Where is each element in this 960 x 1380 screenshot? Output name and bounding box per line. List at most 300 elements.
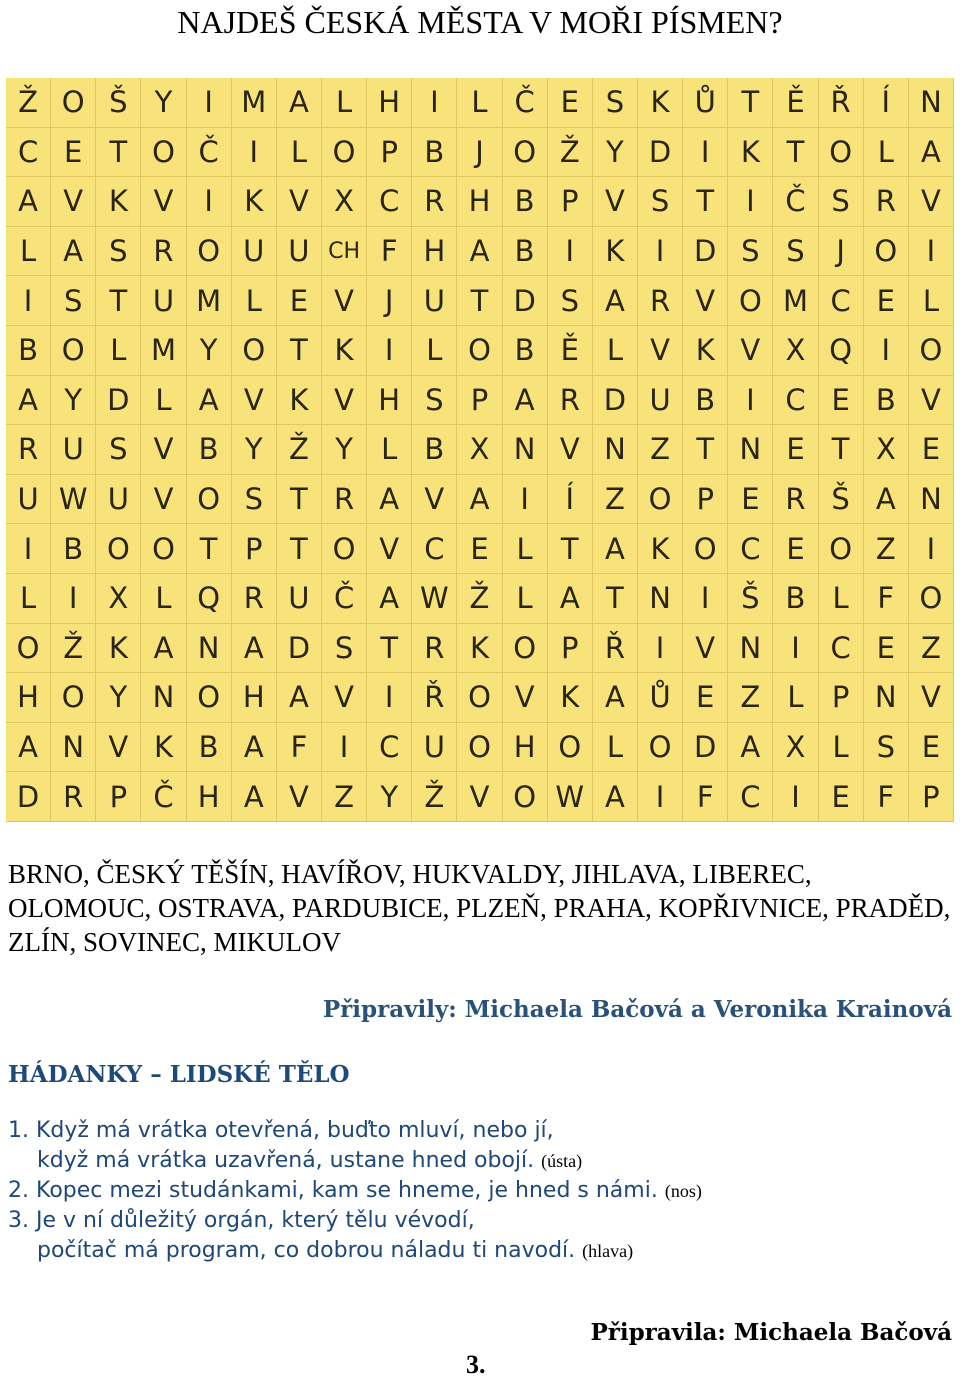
grid-cell: F bbox=[683, 772, 728, 822]
grid-cell: C bbox=[819, 276, 864, 326]
grid-cell: R bbox=[141, 227, 186, 277]
grid-cell: I bbox=[728, 177, 773, 227]
grid-cell: C bbox=[6, 128, 51, 178]
grid-cell: Z bbox=[728, 673, 773, 723]
grid-cell: K bbox=[96, 624, 141, 674]
grid-cell: U bbox=[141, 276, 186, 326]
grid-cell: Š bbox=[819, 475, 864, 525]
grid-cell: T bbox=[728, 78, 773, 128]
grid-cell: T bbox=[277, 524, 322, 574]
grid-cell: I bbox=[909, 524, 954, 574]
grid-cell: L bbox=[773, 673, 818, 723]
grid-cell: F bbox=[367, 227, 412, 277]
grid-cell: Y bbox=[367, 772, 412, 822]
grid-cell: L bbox=[412, 326, 457, 376]
grid-cell: Ž bbox=[548, 128, 593, 178]
grid-cell: X bbox=[322, 177, 367, 227]
grid-cell: U bbox=[96, 475, 141, 525]
riddle-answer: (hlava) bbox=[582, 1241, 634, 1261]
grid-cell: S bbox=[548, 276, 593, 326]
grid-cell: R bbox=[548, 376, 593, 426]
grid-cell: V bbox=[232, 376, 277, 426]
page-number: 3. bbox=[466, 1350, 486, 1379]
grid-cell: A bbox=[277, 78, 322, 128]
grid-cell: F bbox=[277, 723, 322, 773]
grid-cell: E bbox=[864, 276, 909, 326]
grid-cell: O bbox=[638, 475, 683, 525]
grid-cell: Č bbox=[322, 574, 367, 624]
riddle-text: počítač má program, co dobrou náladu ti navodí. bbox=[37, 1238, 576, 1263]
riddle-line bbox=[8, 1176, 953, 1206]
grid-cell: V bbox=[909, 177, 954, 227]
grid-cell: V bbox=[322, 673, 367, 723]
grid-cell: Š bbox=[96, 78, 141, 128]
grid-cell: Ě bbox=[773, 78, 818, 128]
grid-cell: T bbox=[277, 475, 322, 525]
grid-cell: I bbox=[187, 177, 232, 227]
grid-cell: O bbox=[96, 524, 141, 574]
grid-cell: E bbox=[683, 673, 728, 723]
grid-cell: I bbox=[232, 128, 277, 178]
grid-cell: I bbox=[773, 624, 818, 674]
grid-cell: O bbox=[548, 723, 593, 773]
grid-cell: I bbox=[322, 723, 367, 773]
grid-cell: V bbox=[548, 425, 593, 475]
grid-cell: Í bbox=[548, 475, 593, 525]
grid-cell: V bbox=[593, 177, 638, 227]
grid-cell: K bbox=[728, 128, 773, 178]
grid-cell: Y bbox=[141, 78, 186, 128]
grid-cell: O bbox=[503, 772, 548, 822]
grid-cell: Í bbox=[864, 78, 909, 128]
grid-cell: U bbox=[277, 227, 322, 277]
grid-cell: T bbox=[457, 276, 502, 326]
grid-cell: B bbox=[683, 376, 728, 426]
grid-cell: O bbox=[909, 326, 954, 376]
grid-cell: L bbox=[909, 276, 954, 326]
grid-cell: B bbox=[187, 425, 232, 475]
grid-cell: M bbox=[232, 78, 277, 128]
grid-cell: I bbox=[51, 574, 96, 624]
grid-cell: Č bbox=[187, 128, 232, 178]
grid-cell: T bbox=[819, 425, 864, 475]
grid-cell: A bbox=[367, 475, 412, 525]
grid-cell: E bbox=[728, 475, 773, 525]
grid-cell: H bbox=[367, 78, 412, 128]
grid-cell: X bbox=[773, 326, 818, 376]
grid-cell: L bbox=[141, 376, 186, 426]
grid-cell: H bbox=[6, 673, 51, 723]
grid-cell: I bbox=[683, 128, 728, 178]
grid-cell: R bbox=[773, 475, 818, 525]
grid-cell: O bbox=[503, 128, 548, 178]
grid-cell: P bbox=[96, 772, 141, 822]
riddle-item bbox=[8, 1206, 953, 1266]
grid-cell: N bbox=[864, 673, 909, 723]
grid-cell: Ř bbox=[819, 78, 864, 128]
grid-cell: I bbox=[367, 326, 412, 376]
grid-cell: T bbox=[187, 524, 232, 574]
grid-cell: Ř bbox=[593, 624, 638, 674]
riddle-line bbox=[8, 1206, 953, 1236]
grid-cell: K bbox=[96, 177, 141, 227]
riddles-heading: HÁDANKY – LIDSKÉ TĚLO bbox=[8, 1061, 350, 1088]
grid-cell: A bbox=[457, 475, 502, 525]
grid-cell: B bbox=[503, 326, 548, 376]
grid-cell: V bbox=[141, 177, 186, 227]
grid-cell: A bbox=[909, 128, 954, 178]
grid-cell: S bbox=[51, 276, 96, 326]
grid-cell: I bbox=[864, 326, 909, 376]
grid-cell: A bbox=[593, 276, 638, 326]
grid-cell: N bbox=[728, 624, 773, 674]
grid-cell: C bbox=[728, 772, 773, 822]
grid-cell: B bbox=[6, 326, 51, 376]
grid-cell: C bbox=[819, 624, 864, 674]
page-title: NAJDEŠ ČESKÁ MĚSTA V MOŘI PÍSMEN? bbox=[177, 4, 783, 40]
grid-cell: P bbox=[232, 524, 277, 574]
grid-cell: A bbox=[232, 624, 277, 674]
grid-cell: B bbox=[864, 376, 909, 426]
grid-cell: V bbox=[683, 624, 728, 674]
grid-cell: Q bbox=[187, 574, 232, 624]
grid-cell: K bbox=[141, 723, 186, 773]
grid-cell: R bbox=[864, 177, 909, 227]
grid-cell: O bbox=[141, 524, 186, 574]
grid-cell: O bbox=[864, 227, 909, 277]
grid-cell: V bbox=[322, 276, 367, 326]
grid-cell: O bbox=[187, 673, 232, 723]
grid-cell: N bbox=[728, 425, 773, 475]
grid-cell: U bbox=[412, 723, 457, 773]
riddles-list bbox=[8, 1116, 953, 1266]
grid-cell: U bbox=[6, 475, 51, 525]
grid-cell: Č bbox=[773, 177, 818, 227]
grid-cell: S bbox=[593, 78, 638, 128]
grid-cell: V bbox=[51, 177, 96, 227]
grid-cell: N bbox=[141, 673, 186, 723]
grid-cell: I bbox=[503, 475, 548, 525]
grid-cell: U bbox=[232, 227, 277, 277]
grid-cell: J bbox=[457, 128, 502, 178]
grid-cell: B bbox=[773, 574, 818, 624]
grid-cell: U bbox=[638, 376, 683, 426]
grid-cell: I bbox=[548, 227, 593, 277]
grid-cell: Y bbox=[51, 376, 96, 426]
grid-cell: V bbox=[412, 475, 457, 525]
grid-cell: D bbox=[96, 376, 141, 426]
grid-cell: R bbox=[6, 425, 51, 475]
grid-cell: Ž bbox=[51, 624, 96, 674]
prepared-by-credit-2: Připravila: Michaela Bačová bbox=[590, 1319, 952, 1346]
riddle-answer: (nos) bbox=[664, 1181, 702, 1201]
grid-cell: D bbox=[683, 227, 728, 277]
grid-cell: I bbox=[6, 276, 51, 326]
grid-cell: B bbox=[187, 723, 232, 773]
grid-cell: Z bbox=[593, 475, 638, 525]
grid-cell: C bbox=[367, 177, 412, 227]
riddle-line bbox=[8, 1146, 953, 1176]
grid-cell: A bbox=[503, 376, 548, 426]
grid-cell: T bbox=[683, 177, 728, 227]
grid-cell: A bbox=[367, 574, 412, 624]
grid-cell: O bbox=[51, 326, 96, 376]
grid-cell: S bbox=[412, 376, 457, 426]
grid-cell: B bbox=[51, 524, 96, 574]
grid-cell: T bbox=[367, 624, 412, 674]
grid-cell: Z bbox=[864, 524, 909, 574]
grid-cell: I bbox=[412, 78, 457, 128]
grid-cell: N bbox=[909, 475, 954, 525]
grid-cell: I bbox=[6, 524, 51, 574]
grid-cell: O bbox=[457, 673, 502, 723]
grid-cell: O bbox=[51, 673, 96, 723]
grid-cell: B bbox=[503, 227, 548, 277]
grid-cell: Y bbox=[96, 673, 141, 723]
grid-cell: I bbox=[638, 227, 683, 277]
grid-cell: A bbox=[593, 772, 638, 822]
grid-cell: E bbox=[548, 78, 593, 128]
grid-cell: L bbox=[6, 574, 51, 624]
grid-cell: H bbox=[503, 723, 548, 773]
grid-cell: Ž bbox=[6, 78, 51, 128]
grid-cell: V bbox=[503, 673, 548, 723]
grid-cell: D bbox=[683, 723, 728, 773]
grid-cell: I bbox=[909, 227, 954, 277]
grid-cell: O bbox=[728, 276, 773, 326]
grid-cell: M bbox=[187, 276, 232, 326]
grid-cell: R bbox=[51, 772, 96, 822]
grid-cell: O bbox=[322, 128, 367, 178]
grid-cell: P bbox=[548, 624, 593, 674]
grid-cell: N bbox=[51, 723, 96, 773]
grid-cell: T bbox=[593, 574, 638, 624]
grid-cell: L bbox=[503, 524, 548, 574]
grid-cell: L bbox=[819, 574, 864, 624]
grid-cell: O bbox=[187, 227, 232, 277]
grid-cell: L bbox=[96, 326, 141, 376]
grid-cell: E bbox=[909, 723, 954, 773]
grid-cell: V bbox=[277, 177, 322, 227]
grid-cell: K bbox=[548, 673, 593, 723]
grid-cell: D bbox=[277, 624, 322, 674]
grid-cell: E bbox=[909, 425, 954, 475]
grid-cell: E bbox=[457, 524, 502, 574]
grid-cell: L bbox=[864, 128, 909, 178]
grid-cell: S bbox=[638, 177, 683, 227]
grid-cell: V bbox=[728, 326, 773, 376]
grid-cell: S bbox=[96, 425, 141, 475]
grid-cell: L bbox=[277, 128, 322, 178]
grid-cell: T bbox=[683, 425, 728, 475]
prepared-by-credit: Připravily: Michaela Bačová a Veronika Krainová bbox=[322, 996, 952, 1023]
grid-cell: L bbox=[593, 326, 638, 376]
grid-cell: J bbox=[367, 276, 412, 326]
grid-cell: S bbox=[773, 227, 818, 277]
grid-cell: R bbox=[412, 177, 457, 227]
grid-cell: L bbox=[141, 574, 186, 624]
grid-cell: V bbox=[322, 376, 367, 426]
grid-cell: K bbox=[277, 376, 322, 426]
grid-cell: P bbox=[367, 128, 412, 178]
grid-cell: V bbox=[457, 772, 502, 822]
riddle-item bbox=[8, 1176, 953, 1206]
grid-cell: R bbox=[322, 475, 367, 525]
grid-cell: R bbox=[232, 574, 277, 624]
grid-cell: Q bbox=[819, 326, 864, 376]
grid-cell: O bbox=[819, 128, 864, 178]
grid-cell: I bbox=[638, 772, 683, 822]
grid-cell: L bbox=[457, 78, 502, 128]
grid-cell: Ě bbox=[548, 326, 593, 376]
riddle-text: když má vrátka uzavřená, ustane hned obojí. bbox=[37, 1148, 535, 1173]
grid-cell: I bbox=[638, 624, 683, 674]
grid-cell: Y bbox=[232, 425, 277, 475]
grid-cell: M bbox=[141, 326, 186, 376]
grid-cell: H bbox=[367, 376, 412, 426]
grid-cell: V bbox=[909, 673, 954, 723]
grid-cell: H bbox=[412, 227, 457, 277]
grid-cell: Ř bbox=[412, 673, 457, 723]
grid-cell: Y bbox=[593, 128, 638, 178]
grid-cell: O bbox=[457, 723, 502, 773]
grid-cell: O bbox=[683, 524, 728, 574]
grid-cell: N bbox=[503, 425, 548, 475]
grid-cell: P bbox=[819, 673, 864, 723]
grid-cell: V bbox=[683, 276, 728, 326]
riddle-text: 3. Je v ní důležitý orgán, který tělu vévodí, bbox=[8, 1208, 475, 1233]
grid-cell: R bbox=[638, 276, 683, 326]
grid-cell: E bbox=[864, 624, 909, 674]
grid-cell: A bbox=[232, 772, 277, 822]
grid-cell: Z bbox=[638, 425, 683, 475]
grid-cell: A bbox=[277, 673, 322, 723]
grid-cell: Ž bbox=[277, 425, 322, 475]
grid-cell: X bbox=[773, 723, 818, 773]
grid-cell: A bbox=[141, 624, 186, 674]
grid-cell: P bbox=[457, 376, 502, 426]
grid-cell: N bbox=[638, 574, 683, 624]
grid-cell: Z bbox=[909, 624, 954, 674]
grid-cell: B bbox=[503, 177, 548, 227]
grid-cell: S bbox=[322, 624, 367, 674]
grid-cell: E bbox=[773, 524, 818, 574]
grid-cell: A bbox=[232, 723, 277, 773]
grid-cell: Č bbox=[141, 772, 186, 822]
grid-cell: S bbox=[819, 177, 864, 227]
grid-cell: V bbox=[909, 376, 954, 426]
grid-cell: B bbox=[412, 425, 457, 475]
grid-cell: K bbox=[232, 177, 277, 227]
grid-cell: O bbox=[232, 326, 277, 376]
grid-cell: M bbox=[773, 276, 818, 326]
grid-cell: D bbox=[503, 276, 548, 326]
grid-cell: O bbox=[503, 624, 548, 674]
grid-cell: O bbox=[141, 128, 186, 178]
grid-cell: R bbox=[412, 624, 457, 674]
grid-cell: A bbox=[6, 177, 51, 227]
grid-cell: L bbox=[503, 574, 548, 624]
grid-cell: J bbox=[819, 227, 864, 277]
grid-cell: N bbox=[909, 78, 954, 128]
grid-cell: O bbox=[6, 624, 51, 674]
grid-cell: C bbox=[412, 524, 457, 574]
grid-cell: I bbox=[728, 376, 773, 426]
riddle-line bbox=[8, 1116, 953, 1146]
grid-cell: V bbox=[277, 772, 322, 822]
grid-cell: S bbox=[232, 475, 277, 525]
grid-cell: O bbox=[638, 723, 683, 773]
grid-cell: T bbox=[773, 128, 818, 178]
grid-cell: S bbox=[728, 227, 773, 277]
grid-cell: O bbox=[819, 524, 864, 574]
grid-cell: L bbox=[819, 723, 864, 773]
riddle-line bbox=[8, 1236, 953, 1266]
grid-cell: E bbox=[277, 276, 322, 326]
grid-cell: E bbox=[773, 425, 818, 475]
grid-cell: O bbox=[51, 78, 96, 128]
grid-cell: E bbox=[51, 128, 96, 178]
grid-cell: A bbox=[6, 376, 51, 426]
grid-cell: H bbox=[232, 673, 277, 723]
grid-cell: A bbox=[593, 524, 638, 574]
grid-cell: X bbox=[96, 574, 141, 624]
grid-cell: V bbox=[141, 425, 186, 475]
grid-cell: U bbox=[412, 276, 457, 326]
grid-cell: A bbox=[6, 723, 51, 773]
grid-cell: T bbox=[548, 524, 593, 574]
grid-cell: P bbox=[909, 772, 954, 822]
grid-cell: T bbox=[96, 128, 141, 178]
grid-cell: K bbox=[593, 227, 638, 277]
grid-cell: H bbox=[187, 772, 232, 822]
grid-cell: L bbox=[322, 78, 367, 128]
grid-cell: V bbox=[367, 524, 412, 574]
grid-cell: H bbox=[457, 177, 502, 227]
grid-cell: D bbox=[638, 128, 683, 178]
grid-cell: Ž bbox=[412, 772, 457, 822]
grid-cell: Č bbox=[503, 78, 548, 128]
grid-cell: S bbox=[864, 723, 909, 773]
riddle-answer: (ústa) bbox=[541, 1151, 583, 1171]
grid-cell: O bbox=[909, 574, 954, 624]
grid-cell: L bbox=[367, 425, 412, 475]
grid-cell: K bbox=[638, 524, 683, 574]
grid-cell: L bbox=[232, 276, 277, 326]
grid-cell: I bbox=[683, 574, 728, 624]
grid-cell: Z bbox=[322, 772, 367, 822]
grid-cell: D bbox=[593, 376, 638, 426]
grid-cell: N bbox=[593, 425, 638, 475]
grid-cell: W bbox=[51, 475, 96, 525]
grid-cell: B bbox=[412, 128, 457, 178]
riddle-text: 1. Když má vrátka otevřená, buďto mluví, nebo jí, bbox=[8, 1118, 554, 1143]
grid-cell: A bbox=[457, 227, 502, 277]
grid-cell: I bbox=[773, 772, 818, 822]
grid-cell: T bbox=[96, 276, 141, 326]
riddle-text: 2. Kopec mezi studánkami, kam se hneme, je hned s námi. bbox=[8, 1178, 658, 1203]
grid-cell: CH bbox=[322, 227, 367, 277]
grid-cell: D bbox=[6, 772, 51, 822]
grid-cell: Ů bbox=[638, 673, 683, 723]
grid-cell: K bbox=[322, 326, 367, 376]
grid-cell: L bbox=[6, 227, 51, 277]
grid-cell: A bbox=[728, 723, 773, 773]
grid-cell: T bbox=[277, 326, 322, 376]
grid-cell: A bbox=[51, 227, 96, 277]
grid-cell: L bbox=[593, 723, 638, 773]
grid-cell: O bbox=[187, 475, 232, 525]
